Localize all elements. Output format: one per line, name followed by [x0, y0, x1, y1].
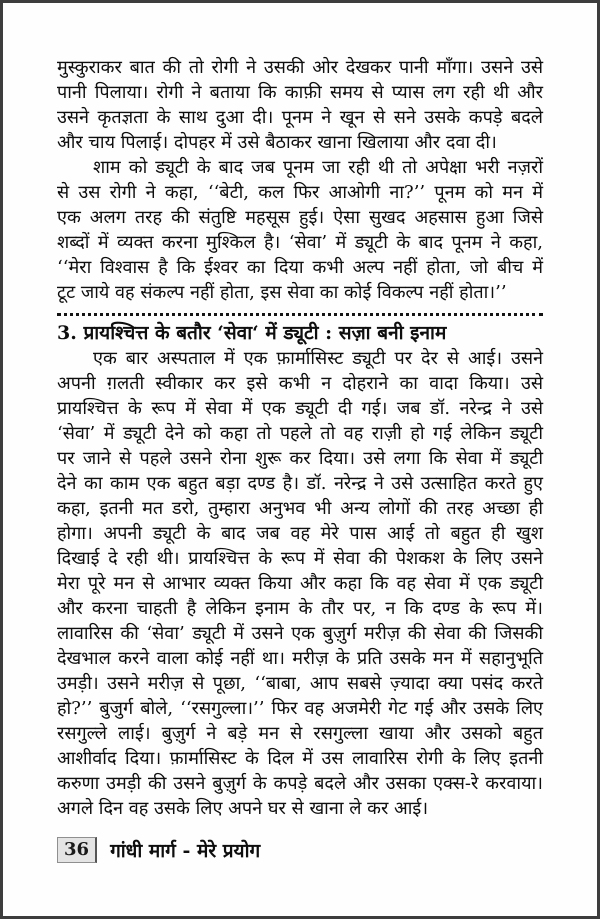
- body-line: और करना चाहती है लेकिन इनाम के तौर पर, न कि दण्ड के रूप में।: [57, 598, 543, 619]
- body-line: देखभाल करने वाला कोई नहीं था। मरीज़ के प्रति उसके मन में सहानुभूति: [57, 648, 543, 669]
- paragraph-2: [57, 155, 543, 305]
- body-line: अगले दिन वह उसके लिए अपने घर से खाना ले कर आई।: [57, 798, 429, 819]
- body-line: ‘‘मेरा विश्वास है कि ईश्वर का दिया कभी अल्प नहीं होता, जो बीच में: [57, 257, 543, 278]
- body-line: एक अलग तरह की संतुष्टि महसूस हुई। ऐसा सुखद अहसास हुआ जिसे: [57, 207, 543, 228]
- paragraph-1: [57, 55, 543, 155]
- section-separator: [57, 313, 543, 316]
- body-line: देने का काम एक बहुत बड़ा दण्ड है। डॉ. नरेन्द्र ने उसे उत्साहित करते हुए: [57, 473, 543, 494]
- body-line: शाम को ड्यूटी के बाद जब पूनम जा रही थी तो अपेक्षा भरी नज़रों: [93, 157, 543, 178]
- body-line: और चाय पिलाई। दोपहर में उसे बैठाकर खाना खिलाया और दवा दी।: [57, 132, 497, 153]
- body-line: पर जाने से पहले उसने रोना शुरू कर दिया। उसे लगा कि सेवा में ड्यूटी: [57, 448, 543, 469]
- running-footer: [57, 837, 543, 863]
- section-heading: 3. प्रायश्चित्त के बतौर ‘सेवा‘ में ड्यूटी : सज़ा बनी इनाम: [57, 322, 447, 344]
- page-number-badge: 36: [57, 837, 97, 863]
- body-line: अपनी ग़लती स्वीकार कर इसे कभी न दोहराने का वादा किया। उसे: [57, 373, 543, 394]
- body-line: टूट जाये वह संकल्प नहीं होता, इस सेवा का कोई विकल्प नहीं होता।’’: [57, 282, 507, 303]
- body-line: मुस्कुराकर बात की तो रोगी ने उसकी ओर देखकर पानी माँगा। उसने उसे: [57, 57, 543, 78]
- body-line: ‘सेवा’ में ड्यूटी देने को कहा तो पहले तो वह राज़ी हो गई लेकिन ड्यूटी: [57, 423, 543, 444]
- body-line: दिखाई दे रही थी। प्रायश्चित्त के रूप में सेवा की पेशकश के लिए उसने: [57, 548, 543, 569]
- body-line: मेरा पूरे मन से आभार व्यक्त किया और कहा कि वह सेवा में एक ड्यूटी: [57, 573, 543, 594]
- body-line: एक बार अस्पताल में एक फ़ार्मासिस्ट ड्यूटी पर देर से आई। उसने: [93, 348, 543, 369]
- body-line: उसने कृतज्ञता के साथ दुआ दी। पूनम ने खून से सने उसके कपड़े बदले: [57, 107, 543, 128]
- body-line: करुणा उमड़ी की उसने बुज़ुर्ग के कपड़े बदले और उसका एक्स-रे करवाया।: [57, 773, 543, 794]
- body-line: से उस रोगी ने कहा, ‘‘बेटी, कल फिर आओगी ना?’’ पूनम को मन में: [57, 182, 543, 203]
- body-line: रसगुल्ले लाई। बुज़ुर्ग ने बड़े मन से रसगुल्ला खाया और उसको बहुत: [57, 723, 543, 744]
- running-footer-title: गांधी मार्ग - मेरे प्रयोग: [110, 840, 261, 862]
- body-line: प्रायश्चित्त के रूप में सेवा में एक ड्यूटी दी गई। जब डॉ. नरेन्द्र ने उसे: [57, 398, 543, 419]
- body-line: आशीर्वाद दिया। फ़ार्मासिस्ट के दिल में उस लावारिस रोगी के लिए इतनी: [57, 748, 543, 769]
- body-line: हो?’’ बुजुर्ग बोले, ‘‘रसगुल्ला।’’ फिर वह अजमेरी गेट गई और उसके लिए: [57, 698, 544, 719]
- body-line: होगा। अपनी ड्यूटी के बाद जब वह मेरे पास आई तो बहुत ही खुश: [57, 523, 543, 544]
- body-line: कहा, इतनी मत डरो, तुम्हारा अनुभव भी अन्य लोगों की तरह अच्छा ही: [57, 498, 543, 519]
- body-line: शब्दों में व्यक्त करना मुश्किल है। ‘सेवा’ में ड्यूटी के बाद पूनम ने कहा,: [57, 232, 543, 253]
- body-line: लावारिस की ‘सेवा’ ड्यूटी में उसने एक बुज़ुर्ग मरीज़ की सेवा की जिसकी: [57, 623, 543, 644]
- body-line: पानी पिलाया। रोगी ने बताया कि काफ़ी समय से प्यास लग रही थी और: [57, 82, 543, 103]
- paragraph-3: [57, 346, 543, 821]
- body-line: उमड़ी। उसने मरीज़ से पूछा, ‘‘बाबा, आप सबसे ज़्यादा क्या पसंद करते: [57, 673, 543, 694]
